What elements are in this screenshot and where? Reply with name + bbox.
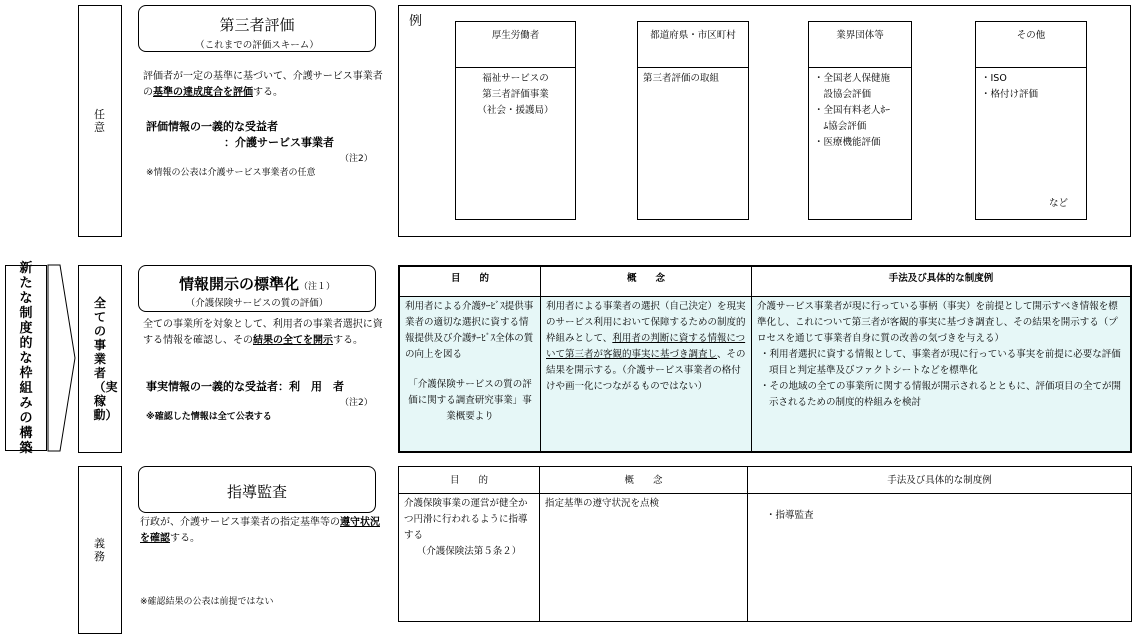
audit-method: ・指導監査 <box>748 494 1132 622</box>
third-party-beneficiary-label: 評価情報の一義的な受益者 <box>146 120 278 133</box>
example-col-industry <box>808 21 912 220</box>
right-arrow-icon <box>47 262 77 454</box>
example-col-mhlw <box>455 21 576 220</box>
disclosure-header-method: 手法及び具体的な制度例 <box>752 266 1132 296</box>
row-label-all-providers-text: 全ての事業者（実稼動） <box>93 296 118 422</box>
example-col-industry-line: ﾑ協会評価 <box>814 121 867 132</box>
audit-header-purpose: 目 的 <box>399 467 540 494</box>
third-party-title-box <box>138 5 376 52</box>
audit-table <box>398 466 1132 622</box>
audit-title: 指導監査 <box>226 483 287 501</box>
example-col-other-footer: など <box>1049 198 1069 209</box>
example-col-mhlw-line: 福祉サービスの <box>482 73 549 84</box>
audit-title-box <box>138 466 376 513</box>
new-framework-label <box>5 260 47 456</box>
third-party-note: ※情報の公表は介護サービス事業者の任意 <box>146 168 316 178</box>
disclosure-concept-a: 利用者による事業者の選択（自己決定）を現実のサービス利用において保障するための制度的枠組みとして、 <box>546 300 746 344</box>
new-framework-text: 新たな制度的な枠組みの構築 <box>19 260 33 456</box>
row-label-all-providers <box>78 265 122 453</box>
audit-header-method: 手法及び具体的な制度例 <box>748 467 1132 494</box>
third-party-beneficiary-value: ：介護サービス事業者 <box>224 136 334 149</box>
examples-label: 例 <box>409 14 423 29</box>
disclosure-note: ※確認した情報は全て公表する <box>146 412 272 422</box>
example-col-other-line: ・格付け評価 <box>981 89 1039 100</box>
third-party-desc-a: 評価者が一定の基準に基づいて、介護サービス事業者の <box>143 71 383 98</box>
example-col-industry-header: 業界団体等 <box>809 22 911 68</box>
example-col-industry-line: ・医療機能評価 <box>814 137 881 148</box>
disclosure-beneficiary: 事実情報の一義的な受益者：利 用 者 <box>146 380 344 393</box>
disclosure-title-box <box>138 265 376 312</box>
example-col-industry-line: 設協会評価 <box>814 89 872 100</box>
audit-note: ※確認結果の公表は前提ではない <box>140 597 274 607</box>
disclosure-concept-cell <box>541 296 752 452</box>
disclosure-subtitle: （介護保険サービスの質の評価） <box>185 298 329 309</box>
example-col-other-header: その他 <box>976 22 1086 68</box>
third-party-note-ref: （注2） <box>340 154 373 164</box>
audit-purpose-law: （介護保険法第５条２） <box>416 546 522 557</box>
third-party-desc-c: する。 <box>253 87 283 98</box>
row-label-voluntary <box>78 5 135 237</box>
example-col-other <box>975 21 1087 220</box>
disclosure-title-note: （注１） <box>299 282 336 292</box>
third-party-desc-b: 基準の達成度合を評価 <box>153 87 253 98</box>
disclosure-method-b2: ・その地域の全ての事業所に関する情報が開示されるとともに、評価項目の全てが開示されるための制度的枠組みを検討 <box>760 380 1122 408</box>
disclosure-description <box>143 317 383 349</box>
audit-description <box>140 515 384 547</box>
third-party-description <box>143 69 383 101</box>
audit-concept: 指定基準の遵守状況を点検 <box>540 494 748 622</box>
disclosure-method-main: 介護サービス事業者が現に行っている事柄（事実）を前提として開示すべき情報を標準化し、これについて第三者が客観的事実に基づき調査し、その結果を開示する（プロセスを通じて事業者自身に質の改善の気づきを与える） <box>757 300 1118 344</box>
disclosure-purpose: 利用者による介護ｻｰﾋﾞｽ提供事業者の適切な選択に資する情報提供及び介護ｻｰﾋﾞｽ全体の質の向上を図る <box>405 300 534 360</box>
disclosure-method-b1: ・利用者選択に資する情報として、事業者が現に行っている事実を前提に必要な評価項目と判定基準及びファクトシートなどを標準化 <box>760 348 1121 376</box>
example-col-industry-line: ・全国有料老人ﾎｰ <box>814 105 891 116</box>
example-col-mhlw-line: 第三者評価事業 <box>482 89 549 100</box>
disclosure-table <box>398 265 1132 453</box>
example-col-prefecture-header: 都道府県・市区町村 <box>638 22 748 68</box>
disclosure-desc-a: 全ての事業所を対象として、利用者の事業者選択に資する情報を確認し、その <box>143 319 383 346</box>
audit-purpose: 介護保険事業の運営が健全かつ円滑に行われるように指導する <box>404 498 528 541</box>
audit-desc-a: 行政が、介護サービス事業者の指定基準等の <box>140 517 340 528</box>
row-label-voluntary-text: 任意 <box>94 107 135 134</box>
disclosure-method-cell <box>752 296 1132 452</box>
disclosure-desc-b: 結果の全てを開示 <box>253 335 333 346</box>
audit-purpose-cell <box>399 494 540 622</box>
disclosure-purpose-source: 「介護保険サービスの質の評価に関する調査研究事業」事業概要より <box>408 378 532 422</box>
disclosure-desc-c: する。 <box>333 335 363 346</box>
row-label-mandatory <box>78 466 135 634</box>
audit-desc-b: 遵守状況を確認 <box>140 517 380 544</box>
audit-header-concept: 概 念 <box>540 467 748 494</box>
disclosure-concept-b: 利用者の判断に資する情報について第三者が客観的事実に基づき調査し <box>546 332 746 360</box>
disclosure-concept-c: 、その結果を開示する。（介護サービス事業者の格付けや画一化につながるものではない） <box>546 348 746 392</box>
example-col-industry-line: ・全国老人保健施 <box>814 73 891 84</box>
example-col-mhlw-header: 厚生労働者 <box>456 22 575 68</box>
example-col-prefecture <box>637 21 749 220</box>
disclosure-title: 情報開示の標準化 <box>178 275 299 293</box>
example-col-prefecture-line: 第三者評価の取組 <box>643 73 720 84</box>
example-col-mhlw-line: （社会・援護局） <box>477 105 554 116</box>
disclosure-header-purpose: 目 的 <box>399 266 541 296</box>
third-party-title: 第三者評価 <box>219 16 295 34</box>
disclosure-header-concept: 概 念 <box>541 266 752 296</box>
audit-desc-c: する。 <box>170 533 200 544</box>
third-party-subtitle: （これまでの評価スキーム） <box>195 40 319 51</box>
disclosure-note-ref: （注2） <box>340 398 373 408</box>
disclosure-purpose-cell <box>399 296 541 452</box>
row-label-mandatory-text: 義務 <box>94 536 135 563</box>
example-col-other-line: ・ISO <box>981 73 1007 84</box>
